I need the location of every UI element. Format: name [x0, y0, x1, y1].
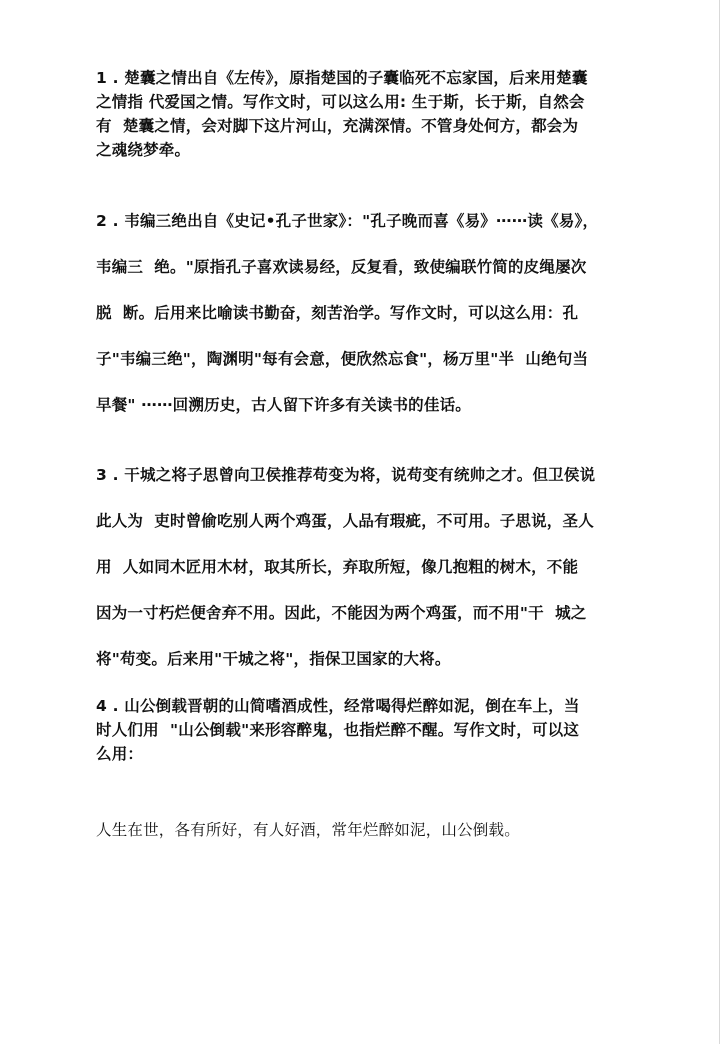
paragraph-2 [96, 198, 648, 428]
paragraph-line: 4 . 山公倒载晋朝的山简嗜酒成性，经常喝得烂醉如泥，倒在车上，当 [96, 697, 580, 715]
paragraph-1 [96, 66, 648, 162]
paragraph-line: 韦编三 绝。"原指孔子喜欢读易经，反复看，致使编联竹简的皮绳屡次 [96, 258, 587, 276]
paragraph-line: 时人们用 "山公倒载"来形容醉鬼，也指烂醉不醒。写作文时，可以这 [96, 721, 580, 739]
paragraph-5 [96, 818, 648, 842]
paragraph-line: 3 . 干城之将子思曾向卫侯推荐苟变为将，说苟变有统帅之才。但卫侯说 [96, 466, 596, 484]
paragraph-line: 么用： [96, 745, 144, 763]
paragraph-line: 因为一寸朽烂便舍弃不用。因此，不能因为两个鸡蛋，而不用"干 城之 [96, 604, 587, 622]
paragraph-line: 之魂绕梦牵。 [96, 141, 191, 159]
paragraph-4 [96, 694, 648, 766]
paragraph-line: 人生在世，各有所好，有人好酒，常年烂醉如泥，山公倒载。 [96, 821, 520, 839]
paragraph-line: 将"苟变。后来用"干城之将"，指保卫国家的大将。 [96, 650, 451, 668]
paragraph-line: 1 . 楚囊之情出自《左传》，原指楚国的子囊临死不忘家国，后来用楚囊 [96, 69, 588, 87]
paragraph-line: 2 . 韦编三绝出自《史记•孔子世家》："孔子晚而喜《易》⋯⋯读《易》， [96, 212, 599, 230]
paragraph-line: 用 人如同木匠用木材，取其所长，弃取所短，像几抱粗的树木，不能 [96, 558, 579, 576]
paragraph-line: 此人为 吏时曾偷吃别人两个鸡蛋，人品有瑕疵，不可用。子思说，圣人 [96, 512, 594, 530]
paragraph-line: 有 楚囊之情，会对脚下这片河山，充满深情。不管身处何方，都会为 [96, 117, 579, 135]
paragraph-line: 之情指 代爱国之情。写作文时，可以这么用: 生于斯，长于斯，自然会 [96, 93, 585, 111]
paragraph-3 [96, 452, 648, 682]
paragraph-line: 脱 断。后用来比喻读书勤奋，刻苦治学。写作文时，可以这么用：孔 [96, 304, 579, 322]
paragraph-line: 子"韦编三绝"，陶渊明"每有会意，便欣然忘食"，杨万里"半 山绝句当 [96, 350, 589, 368]
paragraph-line: 早餐" ⋯⋯回溯历史，古人留下许多有关读书的佳话。 [96, 396, 471, 414]
